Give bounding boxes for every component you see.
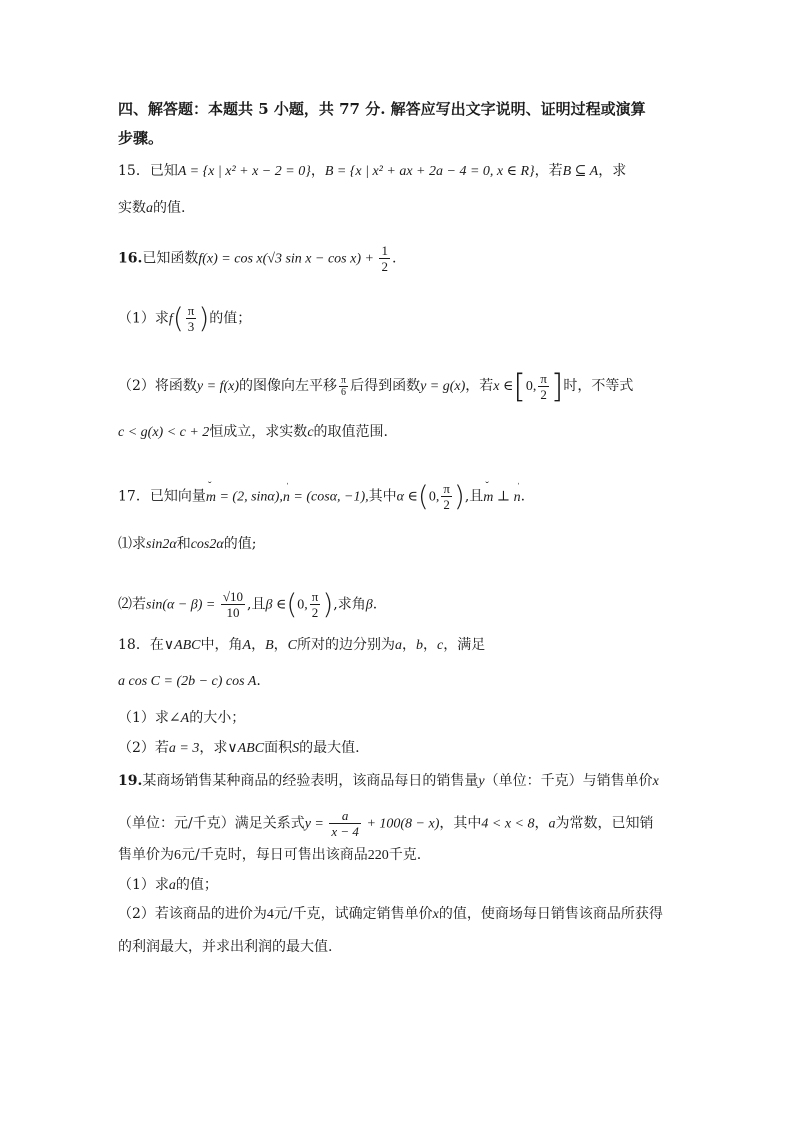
q15-sep: ，: [310, 163, 325, 179]
q16-sub1-label: （1）求: [118, 310, 169, 327]
perp-symbol: ⊥: [493, 489, 514, 505]
q16-sub1-end: 的值；: [209, 310, 252, 327]
numerator: π: [443, 481, 450, 496]
q19-var-a: a: [168, 878, 176, 893]
q16-sub2-text: 恒成立，求实数: [209, 424, 308, 440]
q15-text: ，求: [598, 163, 627, 179]
q19-weight: 220: [367, 848, 389, 863]
q19-var-x: x: [432, 907, 439, 922]
q16-half-fraction: [379, 243, 390, 274]
q17-sin2a: sin2α: [146, 537, 177, 552]
q18-text: 中，角: [200, 637, 243, 653]
vector-n: ˈ n: [514, 489, 521, 507]
q16-function: f(x) = cos x(√3 sin x − cos x) +: [198, 251, 378, 267]
q19-text: 的值，使商场每日销售该商品所获得: [438, 906, 663, 922]
q19-line3: [118, 846, 421, 865]
q16-sub2-x: x ∈: [493, 379, 514, 394]
q18-angle-a: A: [242, 638, 252, 653]
q18-end: .: [256, 673, 261, 689]
vector-m: ˇ m: [206, 489, 216, 507]
q17-text: ,且: [247, 596, 266, 613]
q19-sub1-label: （1）求: [118, 877, 169, 893]
q18-side-c: c: [437, 638, 444, 653]
q18-a-value: a = 3: [168, 741, 200, 756]
denominator: 2: [311, 605, 319, 620]
q18-triangle: ∨ABC: [227, 741, 265, 756]
q15-var: a: [146, 201, 153, 216]
q17-text: ,求角: [333, 596, 366, 613]
interval-left: 0,: [525, 379, 537, 394]
q17-end: .: [372, 596, 378, 613]
denominator: 10: [226, 605, 240, 620]
q17-interval-fraction: [441, 481, 452, 512]
q16-sub2-text: 的图像向左平移: [239, 378, 338, 394]
q18-text: 的大小；: [189, 710, 246, 726]
denominator: 6: [341, 386, 347, 398]
q19-text: 千克.: [388, 847, 422, 863]
q17-end: .: [520, 488, 526, 505]
vector-m: ˇ m: [483, 489, 493, 507]
q16-sub2-text: ，若: [465, 378, 494, 394]
vector-m-value: = (2, sinα),: [215, 489, 283, 505]
q15-text: 的值.: [153, 200, 186, 216]
q16-end: .: [391, 250, 397, 267]
q15-set-a: A = {x | x² + x − 2 = 0}: [177, 164, 311, 179]
q19-text: （单位：千克）与销售单价: [484, 773, 653, 789]
q15-text: 实数: [118, 200, 146, 216]
q19-text: 元/千克，试确定销售单价: [273, 906, 433, 922]
q18-sub2-label: （2）若: [118, 740, 169, 756]
q19-sub2-label: （2）若该商品的进价为: [118, 906, 267, 922]
q15-line1: [118, 162, 626, 181]
denominator: 3: [187, 319, 195, 334]
q17-sqrt10-fraction: [221, 589, 245, 620]
q19-text: ，其中: [439, 815, 482, 832]
q16-line1: [118, 243, 396, 274]
q16-sub1: [118, 303, 251, 334]
q19-cost: 4: [266, 907, 274, 922]
q19-sub2-line1: [118, 905, 663, 924]
numerator: π: [341, 374, 347, 386]
q18-line1: [118, 636, 485, 655]
vector-n: ˈ n: [283, 489, 290, 507]
q19-fraction: [329, 808, 361, 839]
q16-var-c: c: [307, 425, 314, 440]
q19-formula-rest: + 100(8 − x): [362, 816, 440, 832]
q17-text: 17．已知向量: [118, 488, 206, 505]
q19-text: （单位：元/千克）满足关系式: [118, 815, 305, 832]
numerator: a: [329, 808, 361, 824]
q17-line1: [118, 481, 525, 512]
q16-interval-fraction: [538, 371, 549, 402]
q19-line1: [118, 772, 659, 791]
paren-left: (: [172, 301, 184, 335]
q16-sub2-g: y = g(x): [420, 379, 466, 394]
q17-beta-interval-fraction: [310, 589, 321, 620]
q18-text: 所对的边分别为: [297, 637, 395, 653]
q16-sub2-label: （2）将函数: [118, 378, 197, 394]
section-heading-line2: 步骤。: [118, 129, 164, 147]
q19-comma: ，: [534, 815, 549, 832]
numerator: π: [187, 303, 195, 318]
q19-range: 4 < x < 8: [481, 816, 535, 832]
paren-right: ): [198, 301, 210, 335]
q18-comma: ，: [251, 637, 266, 653]
q19-var-a: a: [548, 816, 556, 832]
q15-condition: B ⊆ A: [562, 164, 599, 179]
q15-text: 15．已知: [118, 163, 178, 179]
q17-sub1: [118, 535, 256, 554]
denominator: 2: [443, 497, 450, 512]
paren-right: ): [322, 587, 334, 621]
denominator: 2: [381, 259, 388, 274]
q19-text: 的值；: [175, 877, 218, 893]
q19-sub1: [118, 876, 218, 895]
denominator: x − 4: [331, 824, 359, 839]
q17-text: ,且: [464, 488, 484, 505]
q18-area-s: S: [292, 741, 300, 756]
interval-left: 0,: [297, 597, 308, 613]
q18-text: 面积: [264, 740, 293, 756]
q19-var-x: x: [652, 774, 659, 789]
q16-sub1-f: f: [168, 311, 173, 327]
q18-comma: ，: [423, 637, 437, 653]
q15-text: ，若: [534, 163, 563, 179]
denominator: 2: [540, 386, 547, 402]
numerator: √10: [222, 589, 244, 604]
q17-text: 的值;: [223, 536, 257, 552]
q16-inequality: c < g(x) < c + 2: [118, 425, 210, 440]
q16-text: 已知函数: [142, 250, 199, 267]
paren-left: (: [417, 479, 429, 513]
q17-sub2: [118, 589, 377, 620]
numerator: 1: [381, 243, 388, 258]
q18-angle-b: B: [265, 638, 274, 653]
q19-text: 为常数，已知销: [555, 815, 654, 832]
q16-sub2-text: 的取值范围.: [313, 424, 388, 440]
q16-sub1-fraction: [186, 303, 197, 334]
q19-number: 19.: [118, 773, 143, 789]
paren-right: ): [453, 479, 465, 513]
q18-line2: [118, 672, 261, 691]
q17-sub2-label: ⑵若: [118, 596, 146, 613]
vector-n-value: = (cosα, −1),: [289, 489, 369, 505]
q18-text: ，求: [199, 740, 228, 756]
q18-comma: ，: [273, 637, 288, 653]
q16-sub2-line1: [118, 367, 634, 405]
q18-angle: ∠A: [168, 711, 190, 726]
section-heading-line1: 四、解答题：本题共 5 小题，共 77 分. 解答应写出文字说明、证明过程或演算: [118, 100, 646, 118]
q17-beta: β ∈: [265, 597, 287, 613]
q17-alpha: α ∈: [396, 489, 418, 505]
q16-sub2-text: 时，不等式: [563, 378, 634, 394]
q15-line2: [118, 199, 185, 218]
q18-angle-c: C: [287, 638, 297, 653]
q18-sub1-label: （1）求: [118, 710, 169, 726]
q16-sub2-f: y = f(x): [196, 379, 240, 394]
q18-text: 18．在: [118, 637, 164, 653]
q16-sub2-line2: [118, 423, 388, 442]
q17-text: 其中: [368, 488, 397, 505]
q19-sub2-line2: 的利润最大，并求出利润的最大值.: [118, 939, 333, 955]
numerator: π: [540, 370, 547, 386]
q18-side-b: b: [416, 638, 423, 653]
bracket-right: ]: [550, 367, 564, 405]
interval-left: 0,: [428, 489, 440, 505]
q16-sub2-text: 后得到函数: [350, 378, 421, 394]
q19-line2: [118, 808, 653, 839]
q19-var-y: y: [478, 774, 485, 789]
q16-shift-fraction: [339, 375, 348, 398]
q17-beta-var: β: [365, 597, 373, 613]
q18-comma: ，: [402, 637, 416, 653]
numerator: π: [311, 589, 319, 604]
q19-price: 6: [174, 848, 181, 863]
q17-sub1-label: ⑴求: [118, 536, 146, 552]
q17-cos2a: cos2α: [190, 537, 224, 552]
q18-sub1: [118, 709, 245, 728]
q15-set-b: B = {x | x² + ax + 2a − 4 = 0, x ∈ R}: [324, 164, 535, 179]
q18-text: ，满足: [443, 637, 486, 653]
q16-number: 16.: [118, 250, 143, 267]
q18-triangle: ∨ABC: [163, 638, 201, 653]
bracket-left: [: [513, 367, 526, 405]
paren-left: (: [286, 587, 298, 621]
q19-formula-y: y =: [304, 816, 328, 832]
q18-text: 的最大值.: [299, 740, 360, 756]
q17-text: 和: [176, 536, 191, 552]
q18-side-a: a: [395, 638, 402, 653]
q19-text: 某商场销售某种商品的经验表明，该商品每日的销售量: [142, 773, 479, 789]
q19-text: 售单价为: [118, 847, 174, 863]
q19-text: 元/千克时，每日可售出该商品: [181, 847, 368, 863]
q17-sub2-expr: sin(α − β) =: [146, 597, 219, 613]
q18-equation: a cos C = (2b − c) cos A: [118, 674, 257, 689]
q18-sub2: [118, 739, 360, 758]
